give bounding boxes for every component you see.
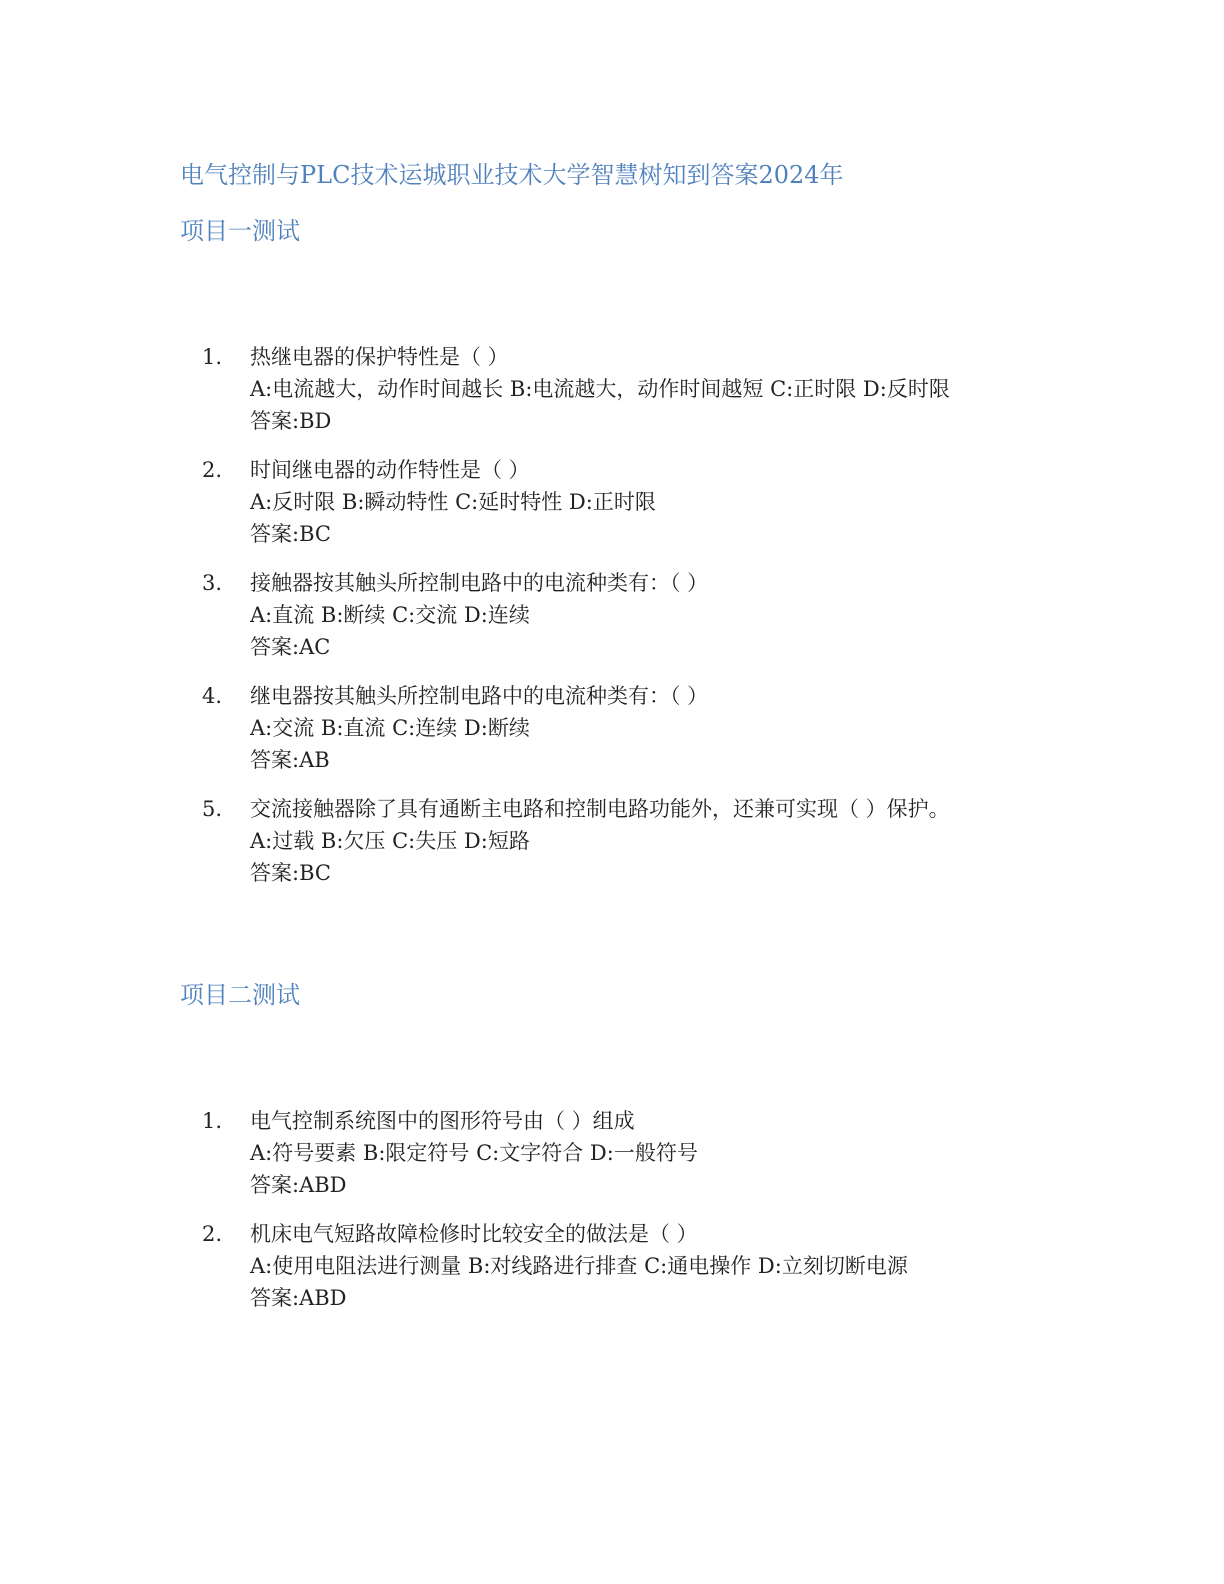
question-answer: 答案:BC bbox=[250, 522, 331, 546]
question-number: 1. bbox=[202, 345, 223, 369]
question-options: A:过载 B:欠压 C:失压 D:短路 bbox=[250, 829, 530, 853]
question-number: 4. bbox=[202, 684, 223, 708]
question-number: 1. bbox=[202, 1109, 223, 1133]
question-text: 接触器按其触头所控制电路中的电流种类有：（ ） bbox=[250, 571, 709, 595]
question-options: A:反时限 B:瞬动特性 C:延时特性 D:正时限 bbox=[250, 490, 656, 514]
section-heading-project-2: 项目二测试 bbox=[180, 981, 300, 1009]
question-text: 电气控制系统图中的图形符号由（ ）组成 bbox=[250, 1109, 635, 1133]
question-answer: 答案:BC bbox=[250, 861, 331, 885]
question-options: A:交流 B:直流 C:连续 D:断续 bbox=[250, 716, 530, 740]
question-list-project-2 bbox=[200, 1105, 1100, 1331]
question-answer: 答案:AB bbox=[250, 748, 330, 772]
question-options: A:电流越大，动作时间越长 B:电流越大，动作时间越短 C:正时限 D:反时限 bbox=[250, 377, 950, 401]
question-item bbox=[200, 567, 1100, 663]
question-number: 2. bbox=[202, 1222, 223, 1246]
question-item bbox=[200, 341, 1100, 437]
question-number: 5. bbox=[202, 797, 223, 821]
question-text: 继电器按其触头所控制电路中的电流种类有：（ ） bbox=[250, 684, 709, 708]
section-heading-project-1: 项目一测试 bbox=[180, 217, 300, 245]
question-answer: 答案:ABD bbox=[250, 1286, 347, 1310]
question-text: 机床电气短路故障检修时比较安全的做法是（ ） bbox=[250, 1222, 698, 1246]
question-answer: 答案:AC bbox=[250, 635, 331, 659]
question-answer: 答案:ABD bbox=[250, 1173, 347, 1197]
question-number: 2. bbox=[202, 458, 223, 482]
question-answer: 答案:BD bbox=[250, 409, 332, 433]
question-text: 交流接触器除了具有通断主电路和控制电路功能外，还兼可实现（ ）保护。 bbox=[250, 797, 950, 821]
question-text: 热继电器的保护特性是（ ） bbox=[250, 345, 509, 369]
question-item bbox=[200, 680, 1100, 776]
question-list-project-1 bbox=[200, 341, 1100, 906]
question-item bbox=[200, 1218, 1100, 1314]
question-item bbox=[200, 793, 1100, 889]
question-item bbox=[200, 454, 1100, 550]
question-options: A:使用电阻法进行测量 B:对线路进行排查 C:通电操作 D:立刻切断电源 bbox=[250, 1254, 908, 1278]
question-options: A:符号要素 B:限定符号 C:文字符合 D:一般符号 bbox=[250, 1141, 698, 1165]
question-text: 时间继电器的动作特性是（ ） bbox=[250, 458, 530, 482]
question-options: A:直流 B:断续 C:交流 D:连续 bbox=[250, 603, 530, 627]
question-number: 3. bbox=[202, 571, 223, 595]
question-item bbox=[200, 1105, 1100, 1201]
document-title: 电气控制与PLC技术运城职业技术大学智慧树知到答案2024年 bbox=[180, 161, 844, 189]
